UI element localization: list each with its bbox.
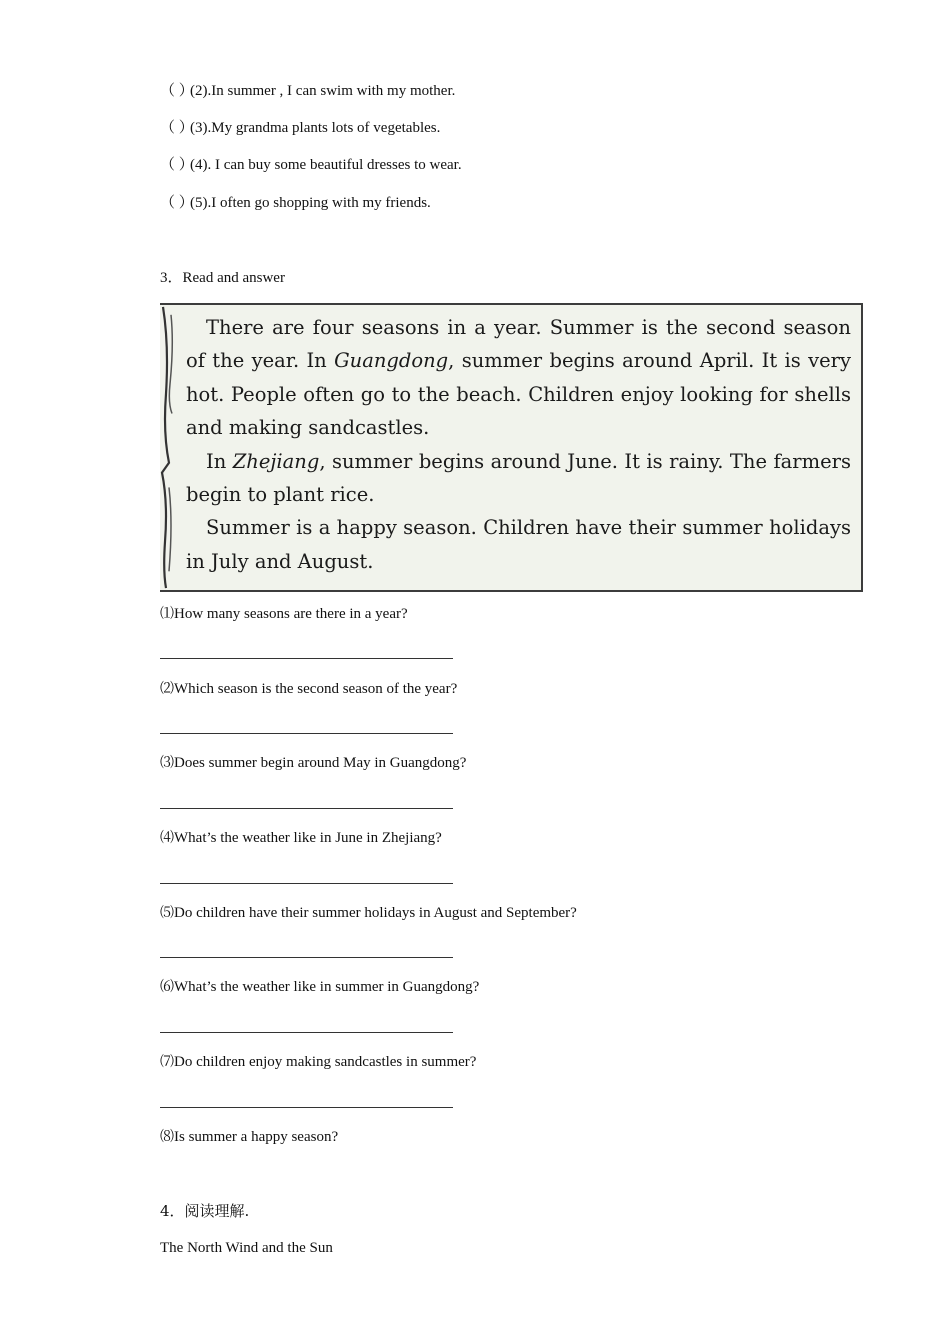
passage-paragraph-1: There are four seasons in a year. Summer is the second season of the year. In Guangdong, summer begins around April. It is very hot. People often go to the beach. Children enjoy looking for shells and making sandcastles.: [186, 316, 852, 440]
question-6: ⑹What’s the weather like in summer in Guangdong?: [160, 979, 480, 995]
section-4-title: 4．阅读理解.: [160, 1202, 250, 1220]
tf-item-4: [160, 155, 462, 175]
tf-item-2: [160, 81, 455, 101]
tf-item-text: (4). I can buy some beautiful dresses to wear.: [190, 157, 462, 173]
answer-line-7[interactable]: [160, 1107, 453, 1108]
place-name: Zhejiang: [232, 449, 320, 473]
reading-passage-box: [160, 303, 863, 592]
answer-line-4[interactable]: [160, 883, 453, 884]
question-2: ⑵Which season is the second season of the year?: [160, 681, 458, 697]
question-7: ⑺Do children enjoy making sandcastles in summer?: [160, 1054, 477, 1070]
answer-line-6[interactable]: [160, 1032, 453, 1033]
story-title: The North Wind and the Sun: [160, 1240, 333, 1256]
question-8: ⑻Is summer a happy season?: [160, 1129, 339, 1145]
place-name: Guangdong: [334, 349, 449, 373]
answer-bracket[interactable]: （ ）: [160, 83, 194, 99]
tf-item-text: (3).My grandma plants lots of vegetables.: [190, 120, 441, 136]
answer-line-5[interactable]: [160, 957, 453, 958]
answer-bracket[interactable]: （ ）: [160, 157, 194, 173]
question-3: ⑶Does summer begin around May in Guangdong?: [160, 755, 467, 771]
answer-line-1[interactable]: [160, 658, 453, 659]
answer-line-2[interactable]: [160, 733, 453, 734]
tf-item-text: (2).In summer , I can swim with my mother.: [190, 83, 456, 99]
tf-item-5: [160, 193, 431, 213]
passage-text: [186, 311, 851, 578]
answer-line-3[interactable]: [160, 808, 453, 809]
answer-bracket[interactable]: （ ）: [160, 195, 194, 211]
question-5: ⑸Do children have their summer holidays in August and September?: [160, 905, 577, 921]
section-3-title: 3．Read and answer: [160, 270, 285, 286]
question-4: ⑷What’s the weather like in June in Zhejiang?: [160, 830, 442, 846]
answer-bracket[interactable]: （ ）: [160, 120, 194, 136]
passage-paragraph-2: In Zhejiang, summer begins around June. It is rainy. The farmers begin to plant rice.: [186, 449, 851, 507]
passage-paragraph-3: Summer is a happy season. Children have their summer holidays in July and August.: [186, 516, 851, 573]
question-1: ⑴How many seasons are there in a year?: [160, 606, 408, 622]
tf-item-text: (5).I often go shopping with my friends.: [190, 195, 431, 211]
book-spine-decoration: [160, 305, 188, 590]
tf-item-3: [160, 118, 440, 138]
